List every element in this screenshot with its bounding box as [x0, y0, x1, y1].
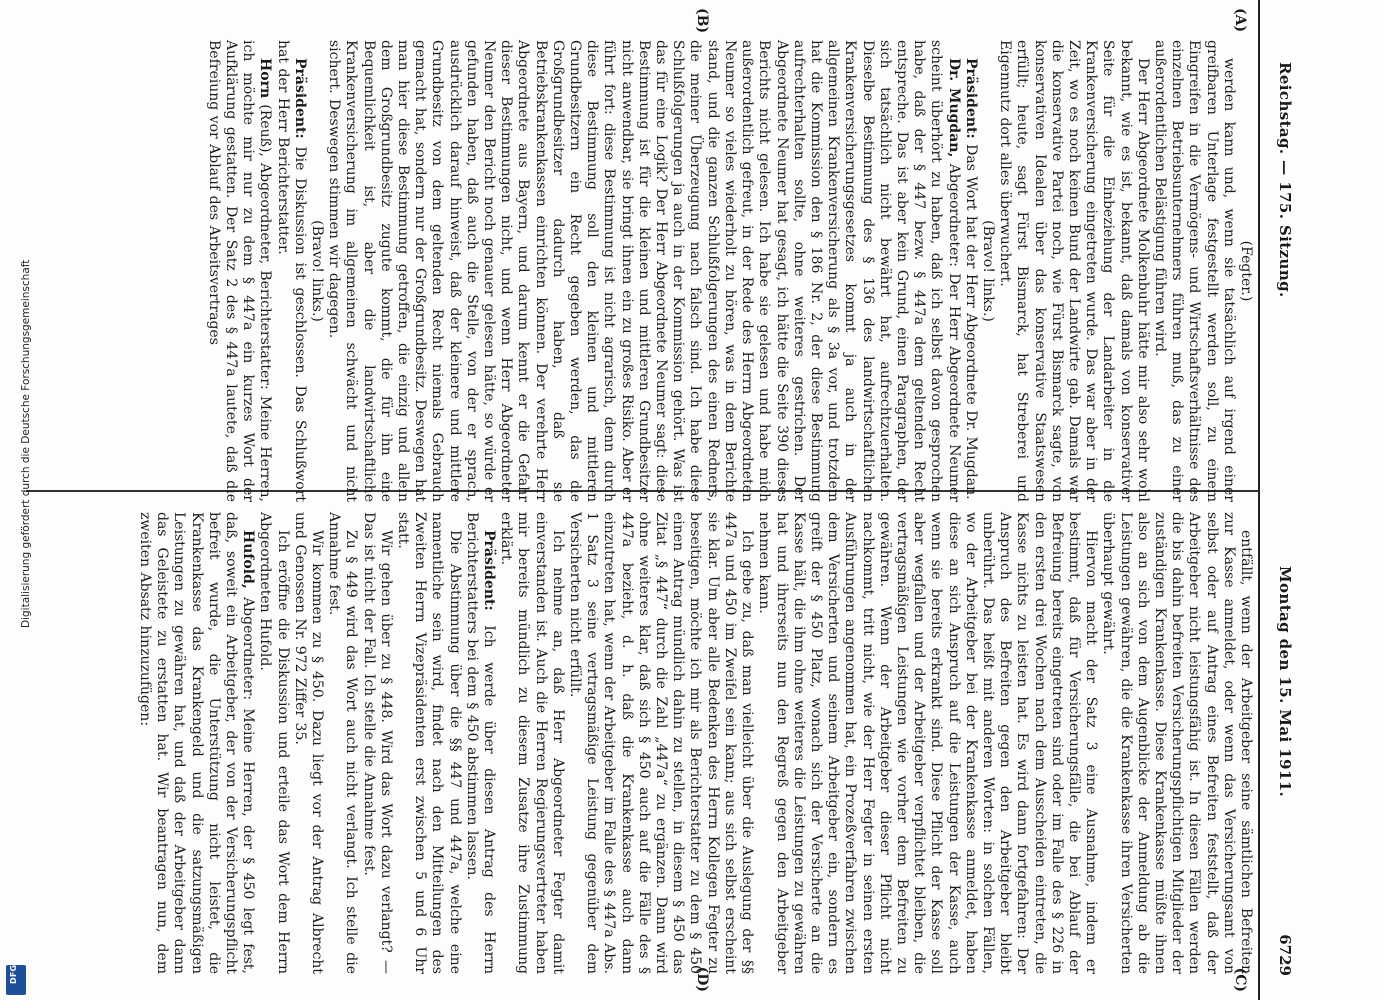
paragraph: entfällt, wenn der Arbeitgeber seine sämtlichen Befreiten zur Kasse anmeldet, oder wenn das Versicherungsamt von selbst oder auf Antrag eines Befreiten feststellt, daß der Arbeitgeber nicht leistungsfähig ist. In diesen Fällen werden die bis dahin befreiten Versicherungspflichtigen Mitglieder der zuständigen Krankenkasse. Diese Krankenkasse müßte ihnen also an sich von dem Augenblicke der Anmeldung ab die Leistungen gewähren, die die Krankenkasse ihren Versicherten überhaupt gewährt.: [1100, 512, 1254, 974]
header-right: Montag den 15. Mai 1911.: [1276, 566, 1294, 798]
speaker-name: Präsident:: [291, 58, 308, 139]
speaker-name: Präsident:: [962, 58, 979, 139]
rotated-page-content: [18, 0, 1318, 1000]
speech-text: (Reuß), Abgeordneter, Berichterstatter: Meine Herren, ich möchte mir nur zu dem § 447a ein kurzes Wort der Aufklärung gestatten. Der Satz 2 des § 447a lautete, daß die Befreiung vor Ablauf des Arbeitsvertrages: [205, 40, 274, 502]
dfg-logo: [6, 965, 26, 995]
speech-text: Das Wort hat der Herr Abgeordnete Dr. Mugdan.: [962, 144, 979, 500]
applause-note: (Bravo! links.): [979, 220, 996, 322]
paragraph: [962, 40, 979, 502]
margin-marker-c: (C): [1232, 967, 1248, 992]
speech-text: Ich werde über diesen Antrag des Herrn Berichterstatters bei dem § 450 abstimmen lassen.: [463, 512, 498, 975]
speaker-name: Dr. Mugdan,: [945, 58, 962, 158]
paragraph: [136, 512, 256, 974]
margin-marker-d: (D): [694, 966, 710, 992]
paragraph: Wir gehen über zu § 448. Wird das Wort dazu verlangt? — Das ist nicht der Fall. Ich stelle die Annahme fest.: [360, 512, 394, 974]
right-column: [136, 512, 1254, 974]
speech-text: Die Diskussion ist geschlossen. Das Schlußwort hat der Herr Berichterstatter.: [274, 40, 308, 502]
speech-text: Abgeordneter: Meine Herren, der § 450 legt fest, daß, soweit ein Arbeitgeber, der von der Versicherungspflicht befreit wurde, die Unterstützung nicht leistet, die Krankenkasse das Krankengeld und die satzungsmäßigen Leistungen zu gewähren hat, und daß der Arbeitgeber dann das Geleistete zu erstatten hat. Wir beantragen nun, dem zweiten Absatz hinzuzufügen:: [137, 512, 257, 974]
paragraph: Die Abstimmung über die §§ 447 und 447a, welche eine namentliche sein wird, findet nach den Mitteilungen des Zweiten Herrn Vizepräsidenten erst zwischen 5 und 6 Uhr statt.: [395, 512, 463, 974]
running-header: [1258, 0, 1318, 1000]
speaker-name: Präsident:: [481, 530, 498, 611]
paragraph: Ich gebe zu, daß man vielleicht über die Auslegung der §§ 447a und 450 im Zweifel sein kann; aus sich selbst erscheint sie klar. Um aber alle Bedenken des Herrn Kollegen Fegter zu beseitigen, möchte ich mir als Berichterstatter zu dem § 450 einen Antrag mündlich dahin zu stellen, in diesem § 450 das Zitat „§ 447“ durch die Zahl „447a“ zu ergänzen. Dann wird ohne weiteres klar, daß sich § 450 auch auf die Fälle des § 447a bezieht, d. h. daß die Krankenkasse auch dann einzutreten hat, wenn der Arbeitgeber im Falle des § 447a Abs. 1 Satz 3 seine vertragsmäßige Leistung gegenüber dem Versicherten nicht erfüllt.: [567, 512, 756, 974]
speech-text: Abgeordneter: Der Herr Abgeordnete Neumer scheint überhört zu haben, daß ich selbst davon gesprochen habe, daß der § 447 bezw. § 447a dem geltenden Recht entspreche. Das ist aber kein Grund, einen Paragraphen, der sich tatsächlich nicht bewährt hat, aufrechtzuerhalten. Dieselbe Bestimmung des § 136 des landwirtschaftlichen Krankenversicherungsgesetzes kommt ja auch in der allgemeinen Krankenversicherung als § 3a vor, und trotzdem hat die Kommission den § 186 Nr. 2, der diese Bestimmung aufrechterhalten sollte, ohne weiteres gestrichen. Der Abgeordnete Neumer hat gesagt, ich hätte die Seite 390 dieses Berichts nicht gelesen. Ich habe sie gelesen und habe mich außerordentlich gefreut, in der Rede des Herrn Abgeordneten Neumer so vieles wiederholt zu hören, was in dem Berichte stand, und die ganzen Schlußfolgerungen des einen Redners, die meiner Überzeugung nach falsch sind. Ich habe diese Schlußfolgerungen ja auch in der Kommission gehört. Was ist das für eine Logik? Der Herr Abgeordnete Neumer sagt: diese Bestimmung ist für die kleinen und mittleren Grundbesitzer nicht anwendbar, sie bringt ihnen ein zu großes Risiko. Aber er führt fort: diese Bestimmung ist nicht agrarisch, denn durch diese Bestimmung soll den kleinen und mittleren Grundbesitzern ein Recht gegeben werden, das die Großgrundbesitzer dadurch haben, daß sie Betriebskrankenkassen einrichten können. Der verehrte Herr Abgeordnete aus Bayern, und darum kennt er die Gefahr dieser Bestimmungen nicht, und wenn Herr Abgeordneter Neumer den Bericht noch genauer gelesen hätte, so würde er gefunden haben, daß auch die Stelle, von der er sprach, ausdrücklich darauf hinweist, daß der kleinere und mittlere Grundbesitz von dem geltenden Recht niemals Gebrauch gemacht hat, sondern nur der Großgrundbesitz. Deswegen hat man hier diese Bestimmung getroffen, die einzig und allein dem Großgrundbesitz zugute kommt, die für ihn eine Bequemlichkeit ist, aber die landwirtschaftliche Krankenversicherung im allgemeinen schwächt und nicht sichert. Deswegen stimmen wir dagegen.: [326, 40, 962, 503]
paragraph: [325, 40, 962, 502]
paragraph: werden kann und, wenn sie tatsächlich auf irgend einer greifbaren Unterlage festgestellt werden soll, zu einem Eingreifen in die Vermögens- und Wirtschaftsverhältnisse des einzelnen Betriebsunternehmers führen muß, das zu einer außerordentlichen Belästigung führen wird.: [1151, 40, 1237, 502]
paragraph: Hiervon macht der Satz 3 eine Ausnahme, indem er bestimmt, daß für Versicherungsfälle, die bei Ablauf der Befreiung bereits eingetreten sind oder im Falle des § 226 in den ersten drei Wochen nach dem Ausscheiden eintreten, die Kasse nichts zu leisten hat. Es wird dann fortgefahren: Der Anspruch des Befreiten gegen den Arbeitgeber bleibt unberührt. Das heißt mit anderen Worten: in solchen Fällen, wo der Arbeitgeber bei der Krankenkasse anmeldet, haben diese an sich Anspruch auf die Leistungen der Kasse, auch wenn sie bereits erkrankt sind. Diese Pflicht der Kasse soll aber wegfallen und der Arbeitgeber verpflichtet bleiben, die vertragsmäßigen Leistungen wie vorher dem Befreiten zu gewähren. Wenn der Arbeitgeber dieser Pflicht nicht nachkommt, tritt nicht, wie der Herr Fegter in seinen ersten Ausführungen angenommen hat, ein Prozeßverfahren zwischen dem Versicherten und seinem Arbeitgeber ein, sondern es greift der § 450 Platz, wonach sich der Versicherte an die Kasse hält, die ihm ohne weiteres die Leistungen zu gewähren hat und ihrerseits nun den Regreß gegen den Arbeitgeber nehmen kann.: [756, 512, 1100, 974]
speaker-name: Hufold,: [240, 530, 257, 589]
header-left: Reichstag. — 175. Sitzung.: [1276, 62, 1294, 298]
applause-note: (Bravo! links.): [309, 220, 326, 322]
margin-marker-a: (A): [1232, 8, 1248, 33]
page-number: 6729: [1276, 934, 1294, 976]
paragraph: [463, 512, 497, 974]
digitization-footer: [0, 0, 30, 1000]
paragraph: [205, 40, 274, 502]
paragraph: Ich eröffne die Diskussion und erteile das Wort dem Herrn Abgeordneten Hufold.: [257, 512, 291, 974]
digitization-note: Digitalisierung gefördert durch die Deutsche Forschungsgemeinschaft: [20, 259, 32, 628]
paragraph: Der Herr Abgeordnete Molkenbuhr hätte mir also sehr wohl bekannt, wie es ist, bekannt, daß damals von konservativer Seite für die Einbeziehung der Landarbeiter in die Krankenversicherung eingetreten wurde. Das war aber in der Zeit, wo es noch keinen Bund der Landwirte gab. Damals war die konservative Partei noch, wie Fürst Bismarck sagte, von konservativen Idealen über das konservative Staatswesen erfüllt; heute, sagt Fürst Bismarck, hat Streberei und Eigennutz dort alles überwuchert.: [997, 40, 1151, 502]
margin-marker-b: (B): [694, 8, 710, 34]
dfg-logo-text: DFG: [9, 964, 18, 984]
speaker-name: Horn: [257, 58, 274, 99]
left-column: [205, 40, 1254, 502]
paragraph: [273, 40, 307, 502]
paragraph: Wir kommen zu § 450. Dazu liegt vor der Antrag Albrecht und Genossen Nr. 972 Ziffer 35.: [291, 512, 326, 974]
paragraph: Zu § 449 wird das Wort auch nicht verlangt. Ich stelle die Annahme fest.: [326, 512, 360, 974]
paragraph: Ich nehme an, daß Herr Abgeordneter Fegter damit einverstanden ist. Auch die Herren Regierungsvertreter haben mir bereits mündlich zu diesem Zusatze ihre Zustimmung erklärt.: [498, 512, 566, 974]
speaker-continuation: (Fegter.): [1238, 240, 1254, 302]
